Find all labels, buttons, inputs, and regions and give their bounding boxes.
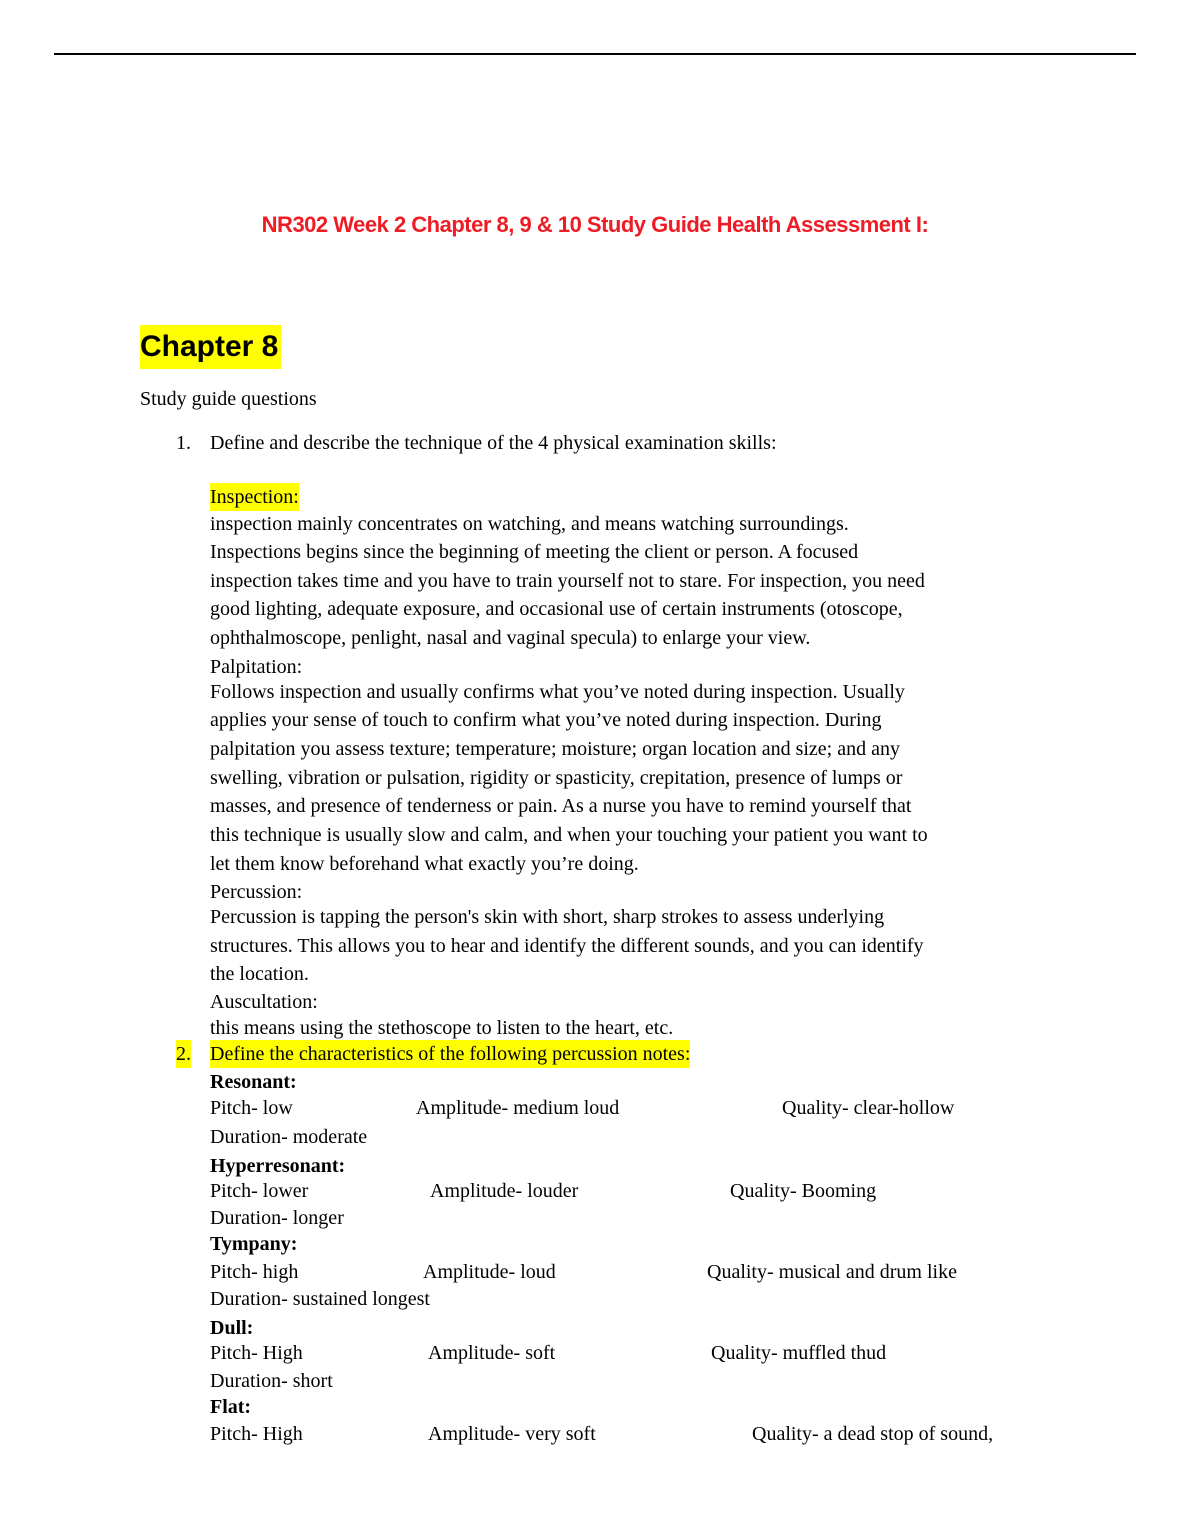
percussion-line: Percussion is tapping the person's skin with short, sharp strokes to assess underlying [210,906,885,928]
note-amplitude: Amplitude- loud [423,1261,556,1283]
inspection-line: inspection mainly concentrates on watching, and means watching surroundings. [210,513,849,535]
palpitation-line: swelling, vibration or pulsation, rigidity or spasticity, crepitation, presence of lumps or [210,767,903,789]
note-amplitude: Amplitude- louder [430,1180,579,1202]
question-1-text: Define and describe the technique of the 4 physical examination skills: [210,432,777,454]
question-2-text: Define the characteristics of the following percussion notes: [210,1040,690,1068]
palpitation-label: Palpitation: [210,656,303,678]
palpitation-line: palpitation you assess texture; temperature; moisture; organ location and size; and any [210,738,900,760]
note-name: Hyperresonant: [210,1155,346,1177]
note-duration: Duration- sustained longest [210,1288,430,1310]
inspection-label: Inspection: [210,483,299,511]
palpitation-line: masses, and presence of tenderness or pain. As a nurse you have to remind yourself that [210,795,912,817]
percussion-line: the location. [210,963,309,985]
question-2-number: 2. [176,1040,191,1068]
inspection-line: Inspections begins since the beginning of meeting the client or person. A focused [210,541,859,563]
note-pitch: Pitch- lower [210,1180,309,1202]
note-name: Dull: [210,1317,254,1339]
palpitation-line: let them know beforehand what exactly you’re doing. [210,853,639,875]
auscultation-line: this means using the stethoscope to listen to the heart, etc. [210,1017,674,1039]
note-pitch: Pitch- high [210,1261,299,1283]
note-quality: Quality- muffled thud [711,1342,887,1364]
note-quality: Quality- musical and drum like [707,1261,957,1283]
palpitation-line: applies your sense of touch to confirm what you’ve noted during inspection. During [210,709,882,731]
chapter-heading: Chapter 8 [140,325,281,369]
section-subtitle: Study guide questions [140,388,317,410]
note-pitch: Pitch- low [210,1097,293,1119]
note-duration: Duration- short [210,1370,333,1392]
note-quality: Quality- a dead stop of sound, [752,1423,994,1445]
note-duration: Duration- moderate [210,1126,368,1148]
note-name: Resonant: [210,1071,297,1093]
note-quality: Quality- Booming [730,1180,877,1202]
note-name: Tympany: [210,1233,298,1255]
inspection-line: good lighting, adequate exposure, and occasional use of certain instruments (otoscope, [210,598,903,620]
note-name: Flat: [210,1396,252,1418]
note-pitch: Pitch- High [210,1342,303,1364]
header-rule [54,53,1136,55]
inspection-line: inspection takes time and you have to train yourself not to stare. For inspection, you need [210,570,925,592]
palpitation-line: this technique is usually slow and calm, and when your touching your patient you want to [210,824,928,846]
note-quality: Quality- clear-hollow [782,1097,955,1119]
document-title: NR302 Week 2 Chapter 8, 9 & 10 Study Guide Health Assessment I: [261,212,929,237]
note-duration: Duration- longer [210,1207,344,1229]
note-amplitude: Amplitude- very soft [428,1423,596,1445]
percussion-line: structures. This allows you to hear and identify the different sounds, and you can identify [210,935,924,957]
note-pitch: Pitch- High [210,1423,303,1445]
note-amplitude: Amplitude- medium loud [416,1097,620,1119]
note-amplitude: Amplitude- soft [428,1342,556,1364]
palpitation-line: Follows inspection and usually confirms what you’ve noted during inspection. Usually [210,681,905,703]
percussion-label: Percussion: [210,881,303,903]
question-1-number: 1. [176,432,191,454]
inspection-line: ophthalmoscope, penlight, nasal and vaginal specula) to enlarge your view. [210,627,811,649]
auscultation-label: Auscultation: [210,991,318,1013]
